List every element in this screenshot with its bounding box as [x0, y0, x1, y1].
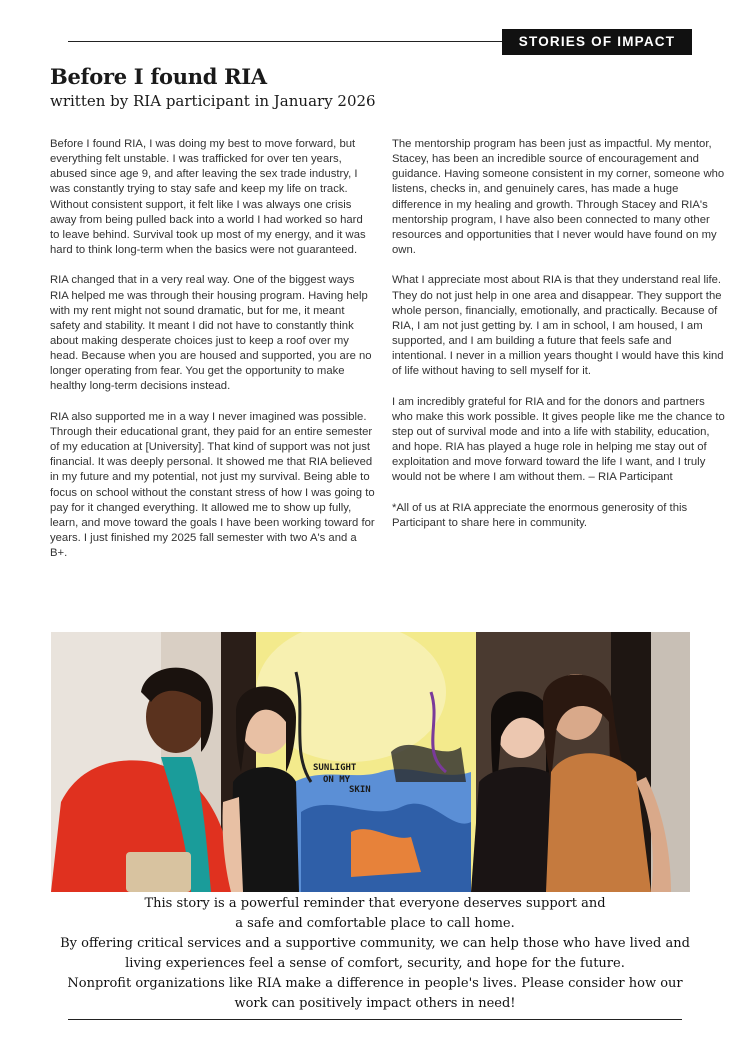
closing-line: By offering critical services and a supportive community, we can help those who have lived and: [60, 936, 690, 951]
event-photo: [51, 632, 690, 892]
footer-divider: [68, 1019, 682, 1020]
closing-line: Nonprofit organizations like RIA make a difference in people's lives. Please consider how our: [67, 976, 683, 991]
paragraph: The mentorship program has been just as impactful. My mentor, Stacey, has been an incredible source of encouragement and guidance. Having someone consistent in my corner, someone who listens, checks in, and genuinely cares, has made a huge difference in my healing and growth. Through Stacey and RIA's mentorship program, I have also been connected to many other resources and opportunities that I never would have found on my own.: [392, 138, 725, 257]
closing-line: living experiences feel a sense of comfort, security, and hope for the future.: [125, 956, 625, 971]
section-tag: STORIES OF IMPACT: [502, 29, 692, 55]
header-divider: [68, 41, 506, 42]
article-title: Before I found RIA: [50, 64, 267, 89]
paragraph: What I appreciate most about RIA is that they understand real life. They do not just help in one area and disappear. They support the whole person, financially, emotionally, and practically. Because of RIA, I am not just getting by. I am in school, I am housed, I am supported, and I am building a future that feels safe and intentional. I never in a million years thought I would have this kind of life without having to sell myself for it.: [392, 274, 724, 378]
painting-text-line: ON MY: [323, 775, 351, 785]
event-photo-illustration: [51, 632, 690, 892]
article-column-left: [50, 137, 375, 576]
painting-text-line: SUNLIGHT: [313, 763, 357, 773]
paragraph: I am incredibly grateful for RIA and for the donors and partners who make this work possible. It gives people like me the chance to step out of survival mode and into a life with stability, education, and hope. RIA has played a huge role in helping me stay out of exploitation and move forward toward the life I want, and I truly would not be where I am without them. – RIA Participant: [392, 395, 725, 484]
article-column-right: [392, 137, 727, 546]
painting-text-line: SKIN: [349, 785, 371, 795]
closing-line: This story is a powerful reminder that everyone deserves support and: [144, 896, 606, 911]
closing-line: work can positively impact others in need!: [234, 996, 516, 1011]
closing-message: [40, 894, 710, 1014]
paragraph: RIA changed that in a very real way. One of the biggest ways RIA helped me was through their housing program. Having help with my rent might not sound dramatic, but for me, it meant safety and stability. It meant I did not have to constantly think about making desperate choices just to keep a roof over my head. Because when you are housed and supported, you are no longer operating from fear. You get the opportunity to make healthy long-term decisions instead.: [50, 274, 372, 393]
paragraph: RIA also supported me in a way I never imagined was possible. Through their educational grant, they paid for an entire semester of my education at [University]. That kind of support was not just financial. It was deeply personal. It showed me that RIA believed in my future and my potential, not just my survival. Being able to focus on school without the constant stress of how I was going to pay for it changed everything. It allowed me to show up fully, learn, and move toward the goals I have been working toward for years. I just finished my 2025 fall semester with two A's and a B+.: [50, 410, 375, 560]
paragraph-note: *All of us at RIA appreciate the enormous generosity of this Participant to share here in community.: [392, 501, 688, 529]
closing-line: a safe and comfortable place to call home.: [235, 916, 515, 931]
article-subtitle: written by RIA participant in January 2026: [50, 92, 376, 110]
paragraph: Before I found RIA, I was doing my best to move forward, but everything felt unstable. I was trafficked for over ten years, abused since age 9, and after leaving the sex trade industry, I was constantly trying to stay safe and keep my life on track. Without consistent support, it felt like I was always one crisis away from being pulled back into a world I had worked so hard to leave behind. Survival took up most of my energy, and it was hard to think long-term when the basics were not guaranteed.: [50, 138, 366, 257]
